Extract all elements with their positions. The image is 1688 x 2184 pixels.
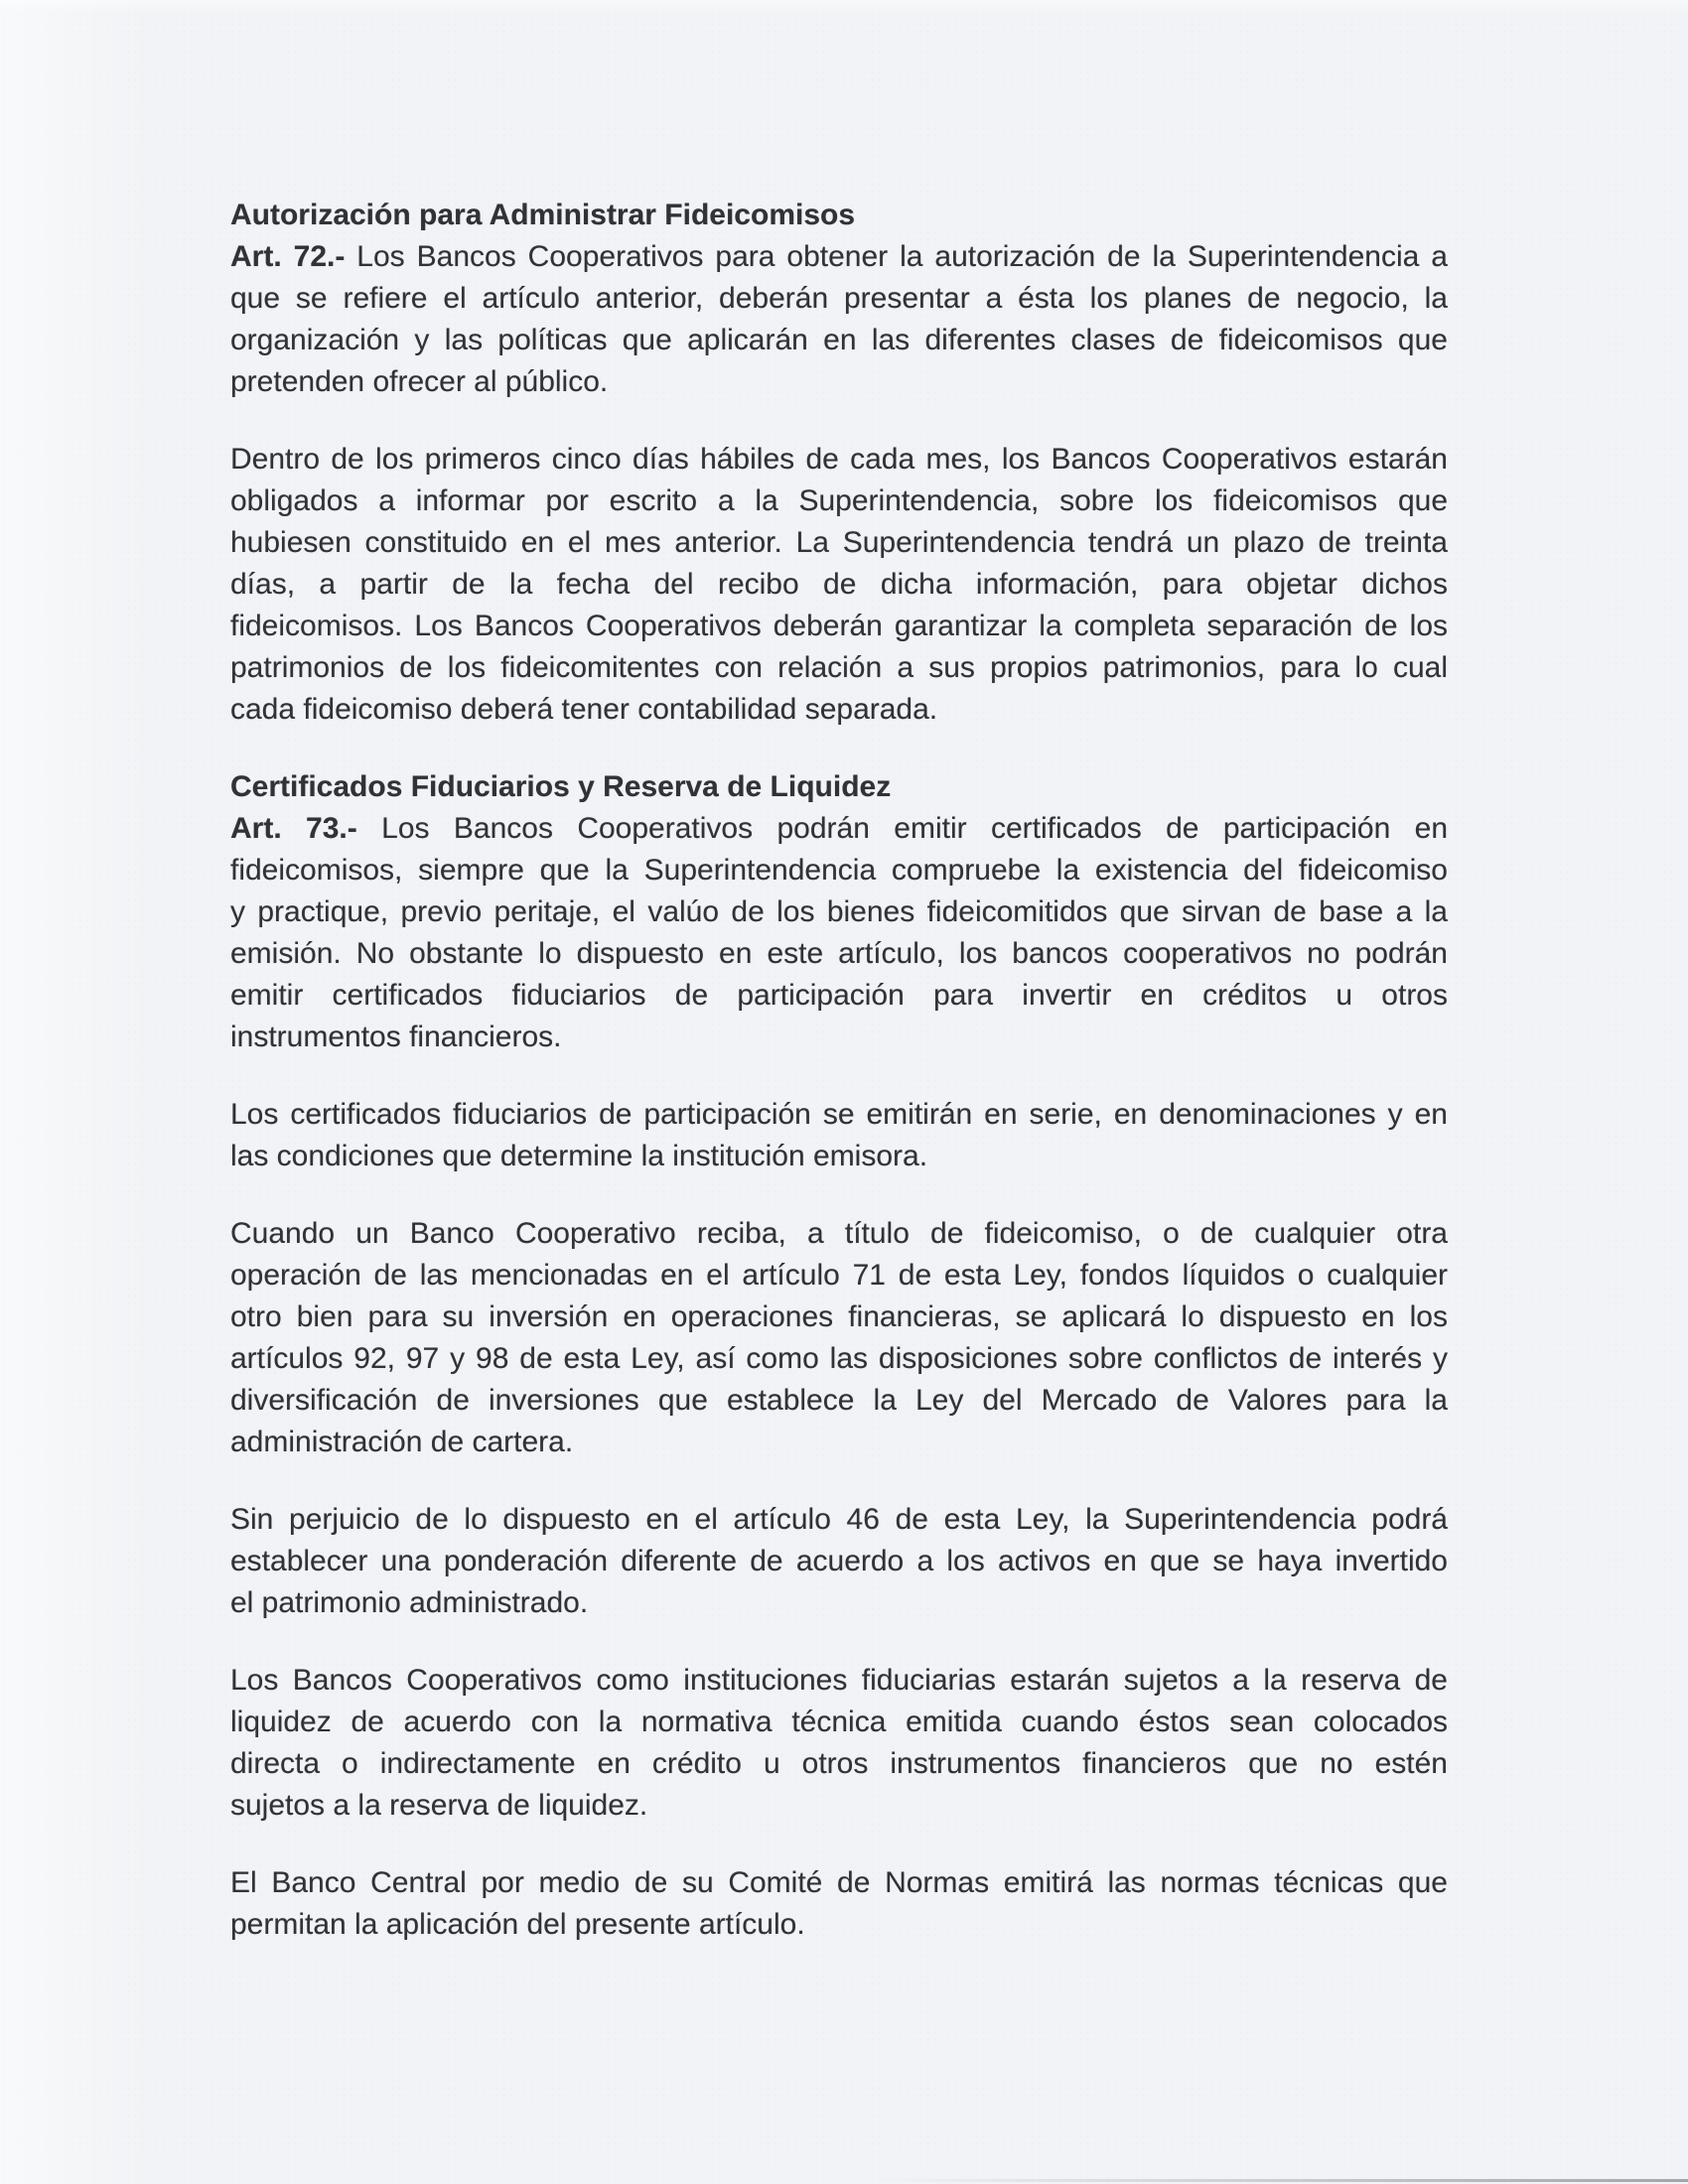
text-line: cada fideicomiso deberá tener contabilidad separada.: [230, 693, 938, 726]
text-line-content: Los Bancos Cooperativos para obtener la autorización de la Superintendencia a: [356, 240, 1448, 273]
text-line: operación de las mencionadas en el artículo 71 de esta Ley, fondos líquidos o cualquier: [230, 1259, 1448, 1292]
text-line: y practique, previo peritaje, el valúo de los bienes fideicomitidos que sirvan de base a la: [230, 895, 1448, 928]
text-line: Dentro de los primeros cinco días hábiles de cada mes, los Bancos Cooperativos estarán: [230, 443, 1448, 476]
text-line: [230, 236, 1448, 278]
text-line: El Banco Central por medio de su Comité de Normas emitirá las normas técnicas que: [230, 1866, 1448, 1899]
text-line: directa o indirectamente en crédito u otros instrumentos financieros que no estén: [230, 1747, 1448, 1780]
text-line: sujetos a la reserva de liquidez.: [230, 1789, 648, 1822]
paragraph: [230, 1862, 1448, 1946]
text-line: permitan la aplicación del presente artículo.: [230, 1908, 805, 1941]
text-line: emitir certificados fiduciarios de participación para invertir en créditos u otros: [230, 979, 1448, 1012]
section-autorizacion-fideicomisos: [230, 195, 1448, 731]
paragraph: [230, 1499, 1448, 1624]
text-line: Cuando un Banco Cooperativo reciba, a título de fideicomiso, o de cualquier otra: [230, 1217, 1448, 1250]
text-line: Sin perjuicio de lo dispuesto en el artículo 46 de esta Ley, la Superintendencia podrá: [230, 1503, 1448, 1536]
text-line: fideicomisos, siempre que la Superintendencia compruebe la existencia del fideicomiso: [230, 854, 1448, 887]
text-line-content: Los Bancos Cooperativos podrán emitir certificados de participación en: [381, 812, 1449, 845]
text-line: hubiesen constituido en el mes anterior. La Superintendencia tendrá un plazo de treinta: [230, 526, 1448, 559]
section-heading: Certificados Fiduciarios y Reserva de Liquidez: [230, 770, 892, 803]
text-line: administración de cartera.: [230, 1426, 574, 1458]
paragraph-art-72: [230, 236, 1448, 403]
text-line: que se refiere el artículo anterior, deberán presentar a ésta los planes de negocio, la: [230, 282, 1448, 315]
text-line: diversificación de inversiones que establece la Ley del Mercado de Valores para la: [230, 1384, 1448, 1417]
text-line: el patrimonio administrado.: [230, 1586, 589, 1619]
paragraph: [230, 1660, 1448, 1827]
text-line: liquidez de acuerdo con la normativa técnica emitida cuando éstos sean colocados: [230, 1706, 1448, 1738]
text-line: obligados a informar por escrito a la Superintendencia, sobre los fideicomisos que: [230, 484, 1448, 517]
text-line: Los certificados fiduciarios de participación se emitirán en serie, en denominaciones y en: [230, 1098, 1448, 1131]
text-line: fideicomisos. Los Bancos Cooperativos deberán garantizar la completa separación de los: [230, 610, 1448, 642]
text-line: establecer una ponderación diferente de acuerdo a los activos en que se haya invertido: [230, 1545, 1448, 1577]
document-text-block: [230, 195, 1448, 1981]
paragraph: [230, 439, 1448, 731]
section-heading: Autorización para Administrar Fideicomisos: [230, 199, 856, 231]
article-number-label: Art. 72.-: [230, 240, 346, 273]
text-line: artículos 92, 97 y 98 de esta Ley, así como las disposiciones sobre conflictos de interés y: [230, 1342, 1448, 1375]
text-line: [230, 808, 1448, 850]
paragraph: [230, 1213, 1448, 1463]
text-line: Los Bancos Cooperativos como instituciones fiduciarias estarán sujetos a la reserva de: [230, 1664, 1448, 1697]
article-number-label: Art. 73.-: [230, 812, 357, 845]
text-line: emisión. No obstante lo dispuesto en este artículo, los bancos cooperativos no podrán: [230, 937, 1448, 970]
text-line: pretenden ofrecer al público.: [230, 365, 609, 398]
text-line: patrimonios de los fideicomitentes con relación a sus propios patrimonios, para lo cual: [230, 651, 1448, 684]
paragraph: [230, 1094, 1448, 1177]
section-certificados-fiduciarios: [230, 766, 1448, 1946]
paragraph-art-73: [230, 808, 1448, 1058]
scan-bottom-edge-shadow: [874, 2179, 1688, 2182]
text-line: otro bien para su inversión en operaciones financieras, se aplicará lo dispuesto en los: [230, 1300, 1448, 1333]
text-line: instrumentos financieros.: [230, 1021, 562, 1053]
scan-top-light-band: [0, 0, 1688, 14]
text-line: días, a partir de la fecha del recibo de dicha información, para objetar dichos: [230, 568, 1448, 601]
scan-left-light-band: [0, 0, 149, 2184]
text-line: organización y las políticas que aplicarán en las diferentes clases de fideicomisos que: [230, 324, 1448, 356]
text-line: las condiciones que determine la institución emisora.: [230, 1140, 928, 1172]
